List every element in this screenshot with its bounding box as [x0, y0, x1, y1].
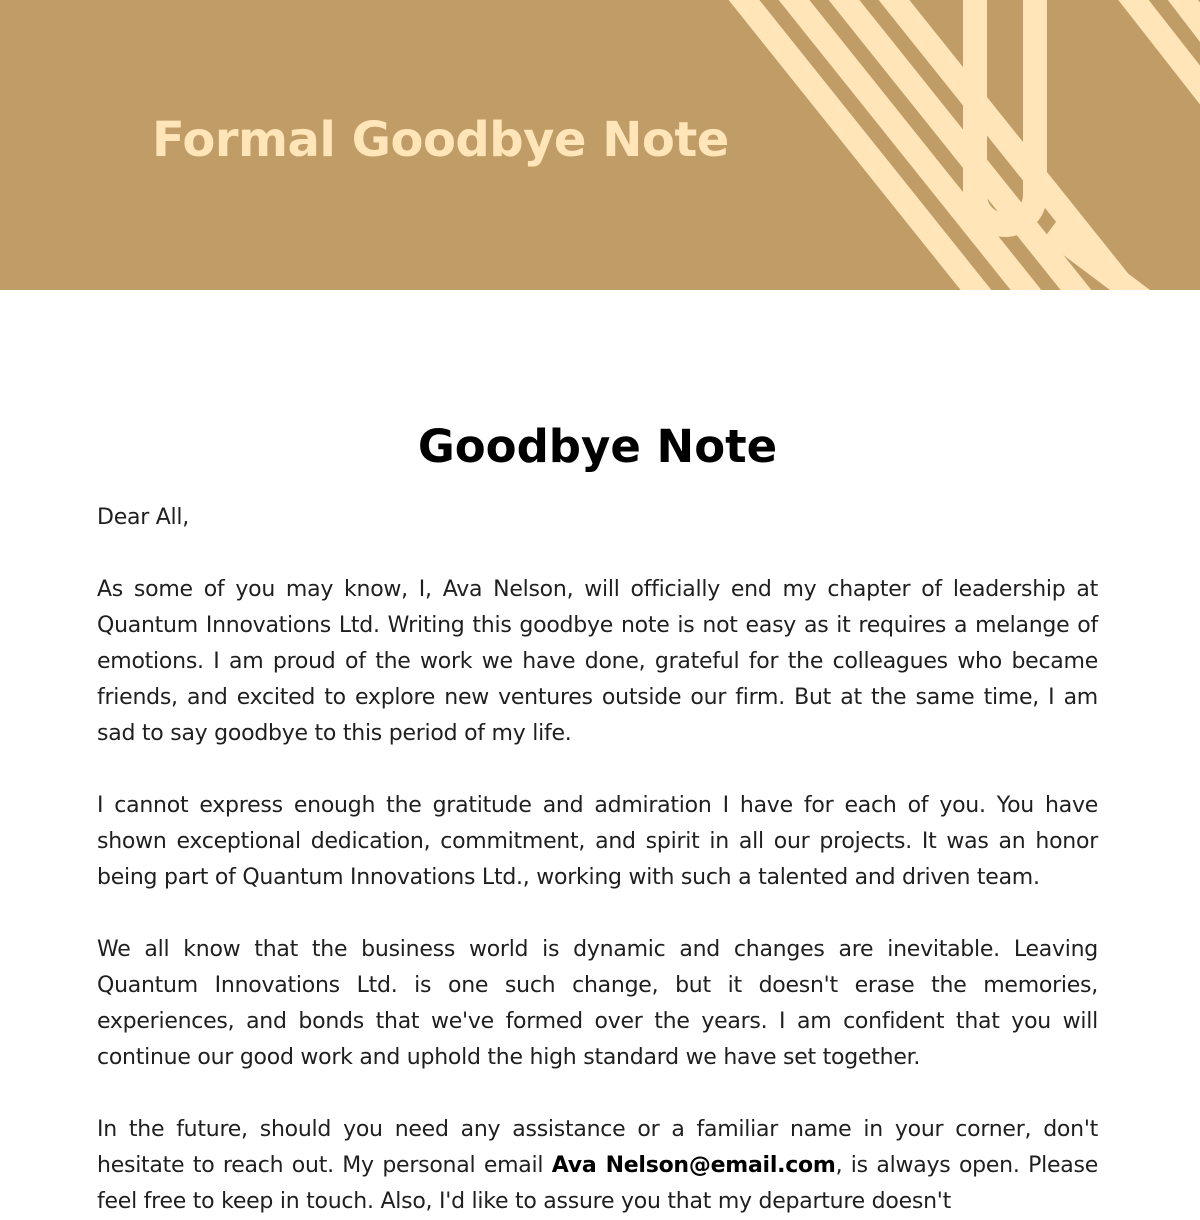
- paragraph-3: We all know that the business world is dynamic and changes are inevitable. Leaving Quantum Innovations Ltd. is one such change, but it doesn't erase the memories, experiences, and bonds that we've formed over the years. I am confident that you will continue our good work and uphold the high standard we have set together.: [97, 937, 1098, 1070]
- paragraph-4-text-before: In the future, should you need any assistance or a familiar name in your corner, don't hesitate to reach out. My personal email: [97, 1117, 1098, 1178]
- salutation: Dear All,: [97, 505, 190, 530]
- paragraph-4-text-after: , is always open. Please feel free to keep in touch. Also, I'd like to assure you that my departure doesn't: [97, 1153, 1098, 1214]
- header-banner: [0, 0, 1200, 290]
- paragraph-1: As some of you may know, I, Ava Nelson, will officially end my chapter of leadership at Quantum Innovations Ltd. Writing this goodbye note is not easy as it requires a melange of emotions. I am proud of the work we have done, grateful for the colleagues who became friends, and excited to explore new ventures outside our firm. But at the same time, I am sad to say goodbye to this period of my life.: [97, 577, 1098, 746]
- email-address[interactable]: Ava Nelson@email.com: [551, 1153, 836, 1178]
- document-body: [97, 418, 1098, 1220]
- paragraph-2: I cannot express enough the gratitude and admiration I have for each of you. You have shown exceptional dedication, commitment, and spirit in all our projects. It was an honor being part of Quantum Innovations Ltd., working with such a talented and driven team.: [97, 793, 1098, 890]
- paragraph-4: [97, 1112, 1098, 1220]
- document-title: Goodbye Note: [417, 420, 778, 473]
- banner-title: Formal Goodbye Note: [152, 112, 729, 168]
